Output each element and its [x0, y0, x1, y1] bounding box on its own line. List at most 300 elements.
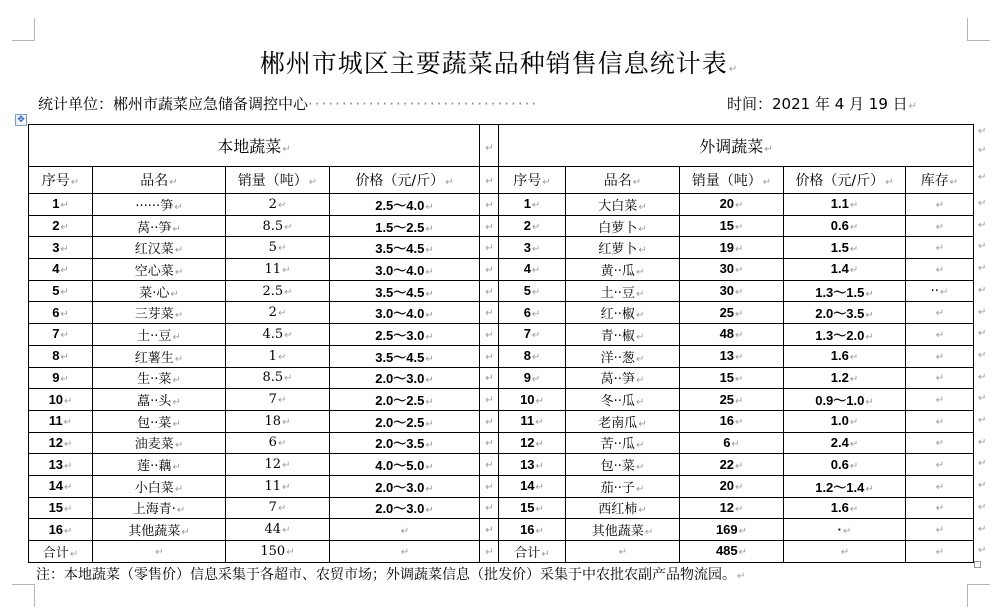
imported-price-cell[interactable] [784, 367, 906, 389]
spacer-cell[interactable] [480, 259, 499, 281]
paragraph-mark-icon: ↵ [425, 288, 434, 300]
spacer-cell[interactable] [480, 497, 499, 519]
row-end-mark-icon: ↵ [978, 306, 987, 318]
table-row [29, 497, 974, 519]
imported-qty-cell-text: 13 [719, 348, 735, 364]
local-name-cell[interactable] [93, 389, 226, 411]
local-qty-cell[interactable] [226, 541, 330, 563]
imported-stock-cell[interactable] [906, 194, 974, 216]
imported-qty-cell-text: 15 [719, 218, 735, 234]
paragraph-mark-icon: ↵ [400, 525, 410, 537]
imported-no-cell[interactable] [499, 389, 566, 411]
imported-name-cell-text: 西红柿 [598, 502, 638, 518]
local-name-cell[interactable] [93, 345, 226, 367]
imported-name-cell[interactable] [566, 454, 680, 476]
imported-price-cell[interactable] [784, 259, 906, 281]
local-name-cell[interactable] [93, 410, 226, 432]
local-qty-cell[interactable] [226, 410, 330, 432]
paragraph-mark-icon: ↵ [174, 266, 184, 278]
local-qty-cell[interactable] [226, 519, 330, 541]
paragraph-mark-icon: ↵ [425, 483, 434, 495]
imported-qty-cell[interactable] [680, 302, 784, 324]
imported-name-cell[interactable] [566, 432, 680, 454]
imported-name-cell[interactable] [566, 237, 680, 259]
imported-qty-cell-text: 19 [719, 239, 735, 255]
imported-no-cell[interactable] [499, 237, 566, 259]
local-name-cell[interactable] [93, 215, 226, 237]
local-price-cell-text: 1.5～2.5 [375, 219, 425, 235]
spacer-cell[interactable] [480, 475, 499, 497]
local-price-cell[interactable] [330, 259, 480, 281]
paragraph-mark-icon: ↵ [485, 546, 494, 558]
paragraph-mark-icon: ↵ [485, 416, 494, 428]
imported-stock-cell[interactable] [906, 215, 974, 237]
spacer-cell[interactable] [480, 194, 499, 216]
paragraph-mark-icon: ↵ [60, 222, 69, 234]
local-price-cell-text: 2.0～2.5 [375, 414, 425, 430]
local-no-cell-text: 11 [48, 413, 63, 429]
spacer-cell[interactable] [480, 519, 499, 541]
imported-stock-cell[interactable] [906, 302, 974, 324]
imported-price-cell-text: 1.3～2.0 [815, 327, 865, 343]
paragraph-mark-icon: ↵ [531, 222, 541, 234]
local-price-cell[interactable] [330, 302, 480, 324]
paragraph-mark-icon: ↵ [635, 462, 645, 474]
total-row [29, 541, 974, 563]
local-qty-cell[interactable] [226, 215, 330, 237]
spacer-cell[interactable] [480, 302, 499, 324]
table-row [29, 345, 974, 367]
paragraph-mark-icon: ↵ [849, 352, 859, 364]
imported-qty-cell[interactable] [680, 541, 784, 563]
row-end-mark-icon: ↵ [978, 126, 987, 137]
table-row [29, 324, 974, 346]
local-price-cell[interactable] [330, 497, 480, 519]
local-name-cell[interactable] [93, 541, 226, 563]
spacer-cell[interactable] [480, 237, 499, 259]
local-no-cell-text: 5 [52, 283, 60, 299]
imported-no-cell-text: 7 [523, 326, 531, 342]
spacer-cell[interactable] [480, 454, 499, 476]
paragraph-mark-icon: ↵ [64, 482, 73, 494]
local-price-cell[interactable] [330, 519, 480, 541]
imported-price-cell-text: 1.6 [830, 499, 849, 515]
imported-name-cell-text: 洋··葱 [600, 350, 635, 366]
paragraph-mark-icon: ↵ [400, 547, 410, 559]
local-name-cell-text: 上海青· [132, 502, 176, 518]
paragraph-mark-icon: ↵ [738, 547, 748, 559]
local-name-cell[interactable] [93, 302, 226, 324]
local-price-cell-text: 2.0～3.0 [375, 371, 425, 387]
imported-qty-cell[interactable] [680, 237, 784, 259]
local-qty-cell[interactable] [226, 302, 330, 324]
statistics-unit-text: 统计单位：郴州市蔬菜应急储备调控中心 [38, 95, 309, 113]
imported-qty-cell[interactable] [680, 454, 784, 476]
row-end-mark-icon: ↵ [978, 145, 987, 156]
imported-name-cell[interactable] [566, 389, 680, 411]
local-price-cell[interactable] [330, 215, 480, 237]
imported-price-cell[interactable] [784, 432, 906, 454]
local-no-cell[interactable] [29, 215, 93, 237]
imported-price-cell[interactable] [784, 194, 906, 216]
paragraph-mark-icon: ↵ [172, 223, 181, 235]
local-qty-cell[interactable] [226, 389, 330, 411]
imported-no-cell[interactable] [499, 259, 566, 281]
table-move-handle-icon[interactable]: ✥ [15, 114, 27, 126]
imported-price-cell[interactable] [784, 519, 906, 541]
paragraph-mark-icon: ↵ [531, 352, 541, 364]
row-end-mark-icon: ↵ [978, 436, 987, 448]
paragraph-mark-icon: ↵ [176, 505, 186, 517]
imported-qty-cell[interactable] [680, 259, 784, 281]
local-price-cell[interactable] [330, 454, 480, 476]
imported-no-cell[interactable] [499, 367, 566, 389]
local-price-cell-text: 2.0～3.0 [375, 479, 425, 495]
imported-no-cell[interactable] [499, 454, 566, 476]
local-qty-cell[interactable] [226, 497, 330, 519]
spacer-cell[interactable] [480, 215, 499, 237]
imported-no-cell[interactable] [499, 475, 566, 497]
imported-qty-cell[interactable] [680, 280, 784, 302]
local-qty-cell[interactable] [226, 324, 330, 346]
local-name-cell-text: 三芽菜 [134, 307, 174, 323]
local-no-cell[interactable] [29, 302, 93, 324]
local-price-cell[interactable] [330, 410, 480, 432]
local-name-cell-text: 红汉菜 [134, 242, 174, 258]
local-no-cell-text: 12 [48, 434, 64, 450]
imported-stock-cell[interactable] [906, 280, 974, 302]
local-name-cell-text: 莲··藕 [137, 459, 172, 475]
local-price-cell[interactable] [330, 541, 480, 563]
imported-name-cell[interactable] [566, 324, 680, 346]
imported-name-cell[interactable] [566, 345, 680, 367]
imported-name-cell[interactable] [566, 302, 680, 324]
imported-no-cell[interactable] [499, 410, 566, 432]
imported-stock-cell[interactable] [906, 454, 974, 476]
imported-qty-cell-text: 22 [719, 456, 735, 472]
local-name-cell[interactable] [93, 324, 226, 346]
spacer-cell[interactable] [480, 410, 499, 432]
local-name-cell[interactable] [93, 475, 226, 497]
imported-qty-cell-text: 20 [719, 478, 735, 494]
local-qty-cell[interactable] [226, 259, 330, 281]
spacer-cell[interactable] [480, 432, 499, 454]
imported-qty-cell[interactable] [680, 215, 784, 237]
imported-price-cell[interactable] [784, 497, 906, 519]
imported-stock-cell[interactable] [906, 345, 974, 367]
local-no-cell[interactable] [29, 367, 93, 389]
imported-price-cell[interactable] [784, 324, 906, 346]
paragraph-mark-icon: ↵ [284, 286, 293, 298]
imported-stock-cell[interactable] [906, 475, 974, 497]
local-no-cell[interactable] [29, 259, 93, 281]
spacer-cell[interactable] [480, 541, 499, 563]
local-no-cell[interactable] [29, 389, 93, 411]
local-price-cell-text: 3.0～4.0 [375, 262, 425, 278]
local-name-cell[interactable] [93, 519, 226, 541]
imported-no-cell[interactable] [499, 541, 566, 563]
table-row [29, 432, 974, 454]
imported-no-cell[interactable] [499, 194, 566, 216]
paragraph-mark-icon: ↵ [174, 353, 184, 365]
local-no-cell[interactable] [29, 237, 93, 259]
local-qty-cell-text: 44 [264, 522, 282, 538]
paragraph-mark-icon: ↵ [485, 243, 494, 255]
local-name-cell[interactable] [93, 367, 226, 389]
paragraph-mark-icon: ↵ [174, 245, 184, 257]
paragraph-mark-icon: ↵ [635, 375, 645, 387]
imported-name-cell-text: 冬··瓜 [600, 394, 635, 410]
local-qty-cell[interactable] [226, 475, 330, 497]
header-imported-name: 品名↵ [566, 167, 680, 194]
local-price-cell[interactable] [330, 389, 480, 411]
row-end-mark-icon: ↵ [978, 523, 987, 535]
paragraph-mark-icon: ↵ [531, 200, 541, 212]
paragraph-mark-icon: ↵ [485, 308, 494, 320]
imported-stock-cell[interactable] [906, 497, 974, 519]
imported-price-cell-text: 1.3～1.5 [815, 284, 865, 300]
local-price-cell-text: 4.0～5.0 [375, 458, 425, 474]
local-no-cell[interactable] [29, 324, 93, 346]
local-qty-cell[interactable] [226, 367, 330, 389]
table-resize-handle[interactable] [974, 561, 981, 568]
local-no-cell[interactable] [29, 410, 93, 432]
imported-qty-cell[interactable] [680, 345, 784, 367]
imported-name-cell[interactable] [566, 194, 680, 216]
imported-qty-cell[interactable] [680, 324, 784, 346]
paragraph-mark-icon: ↵ [60, 373, 69, 385]
paragraph-mark-icon: ↵ [282, 481, 291, 493]
spacer-cell[interactable] [480, 324, 499, 346]
imported-no-cell[interactable] [499, 497, 566, 519]
imported-name-cell[interactable] [566, 541, 680, 563]
imported-stock-cell[interactable] [906, 367, 974, 389]
local-price-cell-text: 2.5～3.0 [375, 327, 425, 343]
local-qty-cell[interactable] [226, 280, 330, 302]
row-end-mark-icon: ↵ [978, 284, 987, 296]
paragraph-mark-icon: ↵ [935, 525, 945, 537]
imported-stock-cell[interactable] [906, 519, 974, 541]
imported-name-cell[interactable] [566, 367, 680, 389]
header-imported-qty: 销量（吨）↵ [680, 167, 784, 194]
imported-name-cell-text: 黄··瓜 [600, 263, 635, 279]
local-price-cell[interactable] [330, 237, 480, 259]
local-price-cell[interactable] [330, 280, 480, 302]
paragraph-mark-icon: ↵ [485, 373, 494, 385]
imported-price-cell[interactable] [784, 475, 906, 497]
imported-name-cell[interactable] [566, 215, 680, 237]
paragraph-mark-icon: ↵ [935, 264, 945, 276]
paragraph-mark-icon: ↵ [865, 310, 874, 322]
spacer-cell[interactable] [480, 345, 499, 367]
paragraph-mark-icon: ↵ [735, 482, 744, 494]
paragraph-mark-icon: ↵ [849, 200, 859, 212]
paragraph-mark-icon: ↵ [735, 503, 744, 515]
local-name-cell[interactable] [93, 280, 226, 302]
local-qty-cell[interactable] [226, 237, 330, 259]
imported-no-cell[interactable] [499, 280, 566, 302]
paragraph-mark-icon: ↵ [485, 221, 494, 233]
local-qty-cell[interactable] [226, 454, 330, 476]
local-no-cell[interactable] [29, 541, 93, 563]
imported-qty-cell[interactable] [680, 410, 784, 432]
imported-no-cell-text: 10 [520, 391, 535, 407]
local-qty-cell-text: 12 [264, 457, 282, 473]
local-no-cell[interactable] [29, 194, 93, 216]
local-price-cell[interactable] [330, 194, 480, 216]
spacer-cell: ↵ [480, 167, 499, 194]
paragraph-mark-icon: ↵ [174, 440, 184, 452]
local-no-cell[interactable] [29, 432, 93, 454]
local-name-cell-text: 空心菜 [134, 263, 174, 279]
imported-qty-cell[interactable] [680, 194, 784, 216]
imported-name-cell-text: 白萝卜 [598, 220, 638, 236]
local-qty-cell[interactable] [226, 194, 330, 216]
imported-no-cell-text: 16 [520, 521, 535, 537]
imported-stock-cell[interactable] [906, 237, 974, 259]
imported-name-cell[interactable] [566, 497, 680, 519]
imported-no-cell-text: 1 [523, 196, 531, 212]
imported-name-cell-text: 青··椒 [600, 328, 635, 344]
local-name-cell[interactable] [93, 194, 226, 216]
imported-name-cell[interactable] [566, 259, 680, 281]
local-price-cell[interactable] [330, 432, 480, 454]
spacer-cell[interactable] [480, 389, 499, 411]
local-qty-cell-text: 7 [268, 392, 277, 408]
imported-price-cell[interactable] [784, 302, 906, 324]
local-name-cell[interactable] [93, 454, 226, 476]
paragraph-mark-icon: ↵ [635, 288, 645, 300]
local-no-cell[interactable] [29, 519, 93, 541]
imported-no-cell[interactable] [499, 324, 566, 346]
imported-name-cell[interactable] [566, 475, 680, 497]
imported-qty-cell[interactable] [680, 367, 784, 389]
row-end-mark-icon: ↵ [978, 501, 987, 513]
imported-price-cell[interactable] [784, 345, 906, 367]
local-no-cell-text: 6 [52, 304, 60, 320]
imported-price-cell[interactable] [784, 280, 906, 302]
paragraph-mark-icon: ↵ [277, 308, 287, 320]
imported-no-cell[interactable] [499, 345, 566, 367]
table-row [29, 302, 974, 324]
imported-price-cell[interactable] [784, 541, 906, 563]
local-price-cell[interactable] [330, 475, 480, 497]
paragraph-mark-icon: ↵ [425, 331, 434, 343]
spacer-cell[interactable] [480, 367, 499, 389]
imported-qty-cell[interactable] [680, 389, 784, 411]
imported-no-cell[interactable] [499, 519, 566, 541]
local-name-cell[interactable] [93, 259, 226, 281]
local-no-cell[interactable] [29, 345, 93, 367]
imported-name-cell-text: 老南瓜 [598, 415, 638, 431]
paragraph-mark-icon: ↵ [735, 460, 744, 472]
paragraph-mark-icon: ↵ [425, 418, 434, 430]
local-qty-cell-text: 7 [268, 500, 277, 516]
imported-stock-cell[interactable] [906, 389, 974, 411]
imported-name-cell[interactable] [566, 410, 680, 432]
paragraph-mark-icon: ↵ [69, 548, 79, 560]
paragraph-mark-icon: ↵ [735, 243, 744, 255]
paragraph-mark-icon: ↵ [174, 483, 184, 495]
imported-no-cell-text: 2 [523, 218, 531, 234]
paragraph-mark-icon: ↵ [485, 525, 494, 537]
local-price-cell[interactable] [330, 345, 480, 367]
local-no-cell[interactable] [29, 497, 93, 519]
paragraph-mark-icon: ↵ [618, 546, 628, 558]
row-end-mark-icon: ↵ [978, 415, 987, 426]
imported-no-cell[interactable] [499, 215, 566, 237]
imported-price-cell[interactable] [784, 410, 906, 432]
local-no-cell[interactable] [29, 280, 93, 302]
paragraph-mark-icon: ↵ [935, 243, 945, 255]
imported-qty-cell[interactable] [680, 432, 784, 454]
local-no-cell[interactable] [29, 475, 93, 497]
local-name-cell[interactable] [93, 237, 226, 259]
imported-name-cell-text: 大白菜 [598, 198, 638, 214]
paragraph-mark-icon: ↵ [865, 288, 874, 300]
paragraph-mark-icon: ↵ [638, 201, 647, 213]
imported-price-cell[interactable] [784, 389, 906, 411]
imported-price-cell[interactable] [784, 237, 906, 259]
paragraph-mark-icon: ↵ [935, 308, 945, 320]
imported-stock-cell[interactable] [906, 324, 974, 346]
imported-qty-cell[interactable] [680, 519, 784, 541]
paragraph-mark-icon: ↵ [60, 200, 69, 212]
vegetable-sales-table [28, 124, 974, 563]
local-qty-cell[interactable] [226, 345, 330, 367]
local-price-cell[interactable] [330, 324, 480, 346]
local-no-cell-text: 16 [48, 521, 64, 537]
statistics-date [727, 93, 917, 114]
local-no-cell[interactable] [29, 454, 93, 476]
section-title-local: 本地蔬菜↵ [29, 125, 480, 167]
imported-name-cell[interactable] [566, 519, 680, 541]
paragraph-mark-icon: ↵ [277, 438, 287, 450]
local-price-cell-text: 2.0～3.5 [375, 436, 425, 452]
imported-qty-cell-text: 25 [719, 391, 735, 407]
imported-stock-cell[interactable] [906, 259, 974, 281]
paragraph-mark-icon: ↵ [425, 353, 434, 365]
local-qty-cell[interactable] [226, 432, 330, 454]
row-end-mark-icon: ↵ [978, 263, 987, 275]
local-name-cell[interactable] [93, 497, 226, 519]
table-row [29, 475, 974, 497]
footnote [36, 564, 745, 584]
paragraph-mark-icon: ↵ [425, 266, 434, 278]
imported-stock-cell[interactable] [906, 410, 974, 432]
imported-stock-cell[interactable] [906, 541, 974, 563]
imported-stock-cell[interactable] [906, 432, 974, 454]
paragraph-mark-icon: ↵ [935, 438, 945, 450]
spacer-cell[interactable] [480, 280, 499, 302]
table-row [29, 215, 974, 237]
local-name-cell[interactable] [93, 432, 226, 454]
local-price-cell[interactable] [330, 367, 480, 389]
paragraph-mark-icon: ↵ [935, 221, 945, 233]
imported-qty-cell-text: 25 [719, 304, 735, 320]
imported-no-cell[interactable] [499, 432, 566, 454]
imported-no-cell-text: 9 [523, 369, 531, 385]
local-no-cell-text: 9 [52, 369, 60, 385]
imported-name-cell[interactable] [566, 280, 680, 302]
table-row [29, 454, 974, 476]
imported-price-cell[interactable] [784, 215, 906, 237]
imported-no-cell[interactable] [499, 302, 566, 324]
paragraph-mark-icon: ↵ [425, 505, 434, 517]
imported-price-cell[interactable] [784, 454, 906, 476]
imported-qty-cell[interactable] [680, 497, 784, 519]
imported-qty-cell[interactable] [680, 475, 784, 497]
